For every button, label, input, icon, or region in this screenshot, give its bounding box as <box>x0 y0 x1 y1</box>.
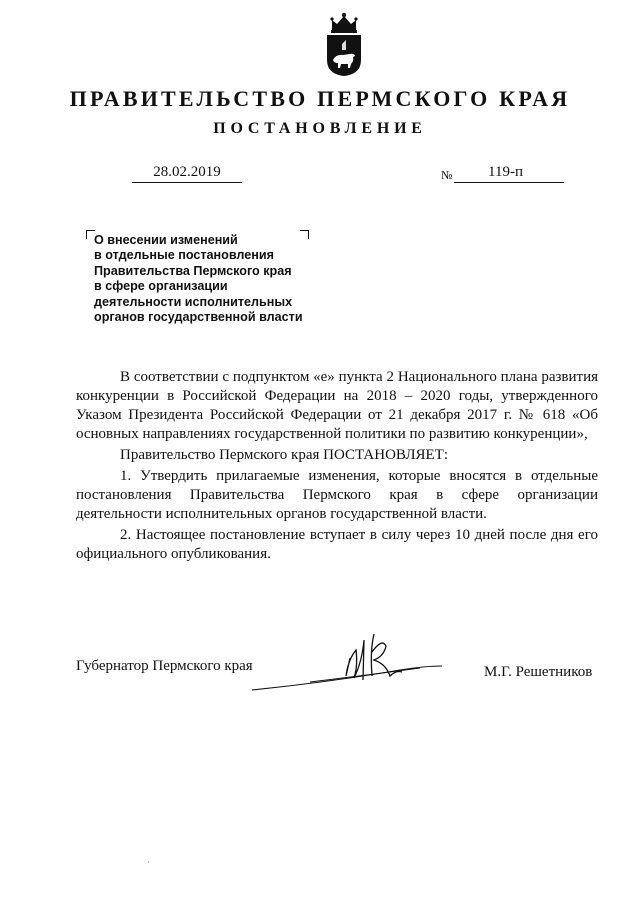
government-title: ПРАВИТЕЛЬСТВО ПЕРМСКОГО КРАЯ <box>69 86 571 111</box>
signer-name: М.Г. Решетников <box>484 664 593 680</box>
subject-line: в сфере организации <box>94 279 228 294</box>
body-paragraph: Правительство Пермского края ПОСТАНОВЛЯЕТ: <box>120 447 449 463</box>
scan-artifact: · <box>147 858 150 867</box>
document-type: ПОСТАНОВЛЕНИЕ <box>213 120 427 137</box>
subject-line: деятельности исполнительных <box>94 294 293 309</box>
signer-position: Губернатор Пермского края <box>76 658 253 674</box>
document-date: 28.02.2019 <box>132 164 242 183</box>
document-subject <box>94 233 334 325</box>
body-paragraph: В соответствии с подпунктом «е» пункта 2 Национального плана развития конкуренции в Российской Федерации на 2018 – 2020 годы, утвержденного Указом Президента Российской Федерации от 21 декабря 2017 г. № 618 «Об основных направлениях государственной политики по развитию конкуренции», <box>76 369 598 442</box>
body-paragraph: 2. Настоящее постановление вступает в силу через 10 дней после дня его официального опубликования. <box>76 527 598 562</box>
number-sign: № <box>441 168 453 182</box>
subject-line: органов государственной власти <box>94 310 303 325</box>
subject-line: в отдельные постановления <box>94 248 274 263</box>
document-body <box>76 368 598 564</box>
handwritten-signature <box>250 620 450 700</box>
perm-krai-coat-of-arms-icon <box>323 10 365 78</box>
document-number: 119-п <box>454 164 564 183</box>
subject-line: Правительства Пермского края <box>94 263 292 278</box>
body-paragraph: 1. Утвердить прилагаемые изменения, которые вносятся в отдельные постановления Правительства Пермского края в сфере организации деятельности исполнительных органов государственной власти. <box>76 468 598 522</box>
subject-line: О внесении изменений <box>94 233 238 247</box>
